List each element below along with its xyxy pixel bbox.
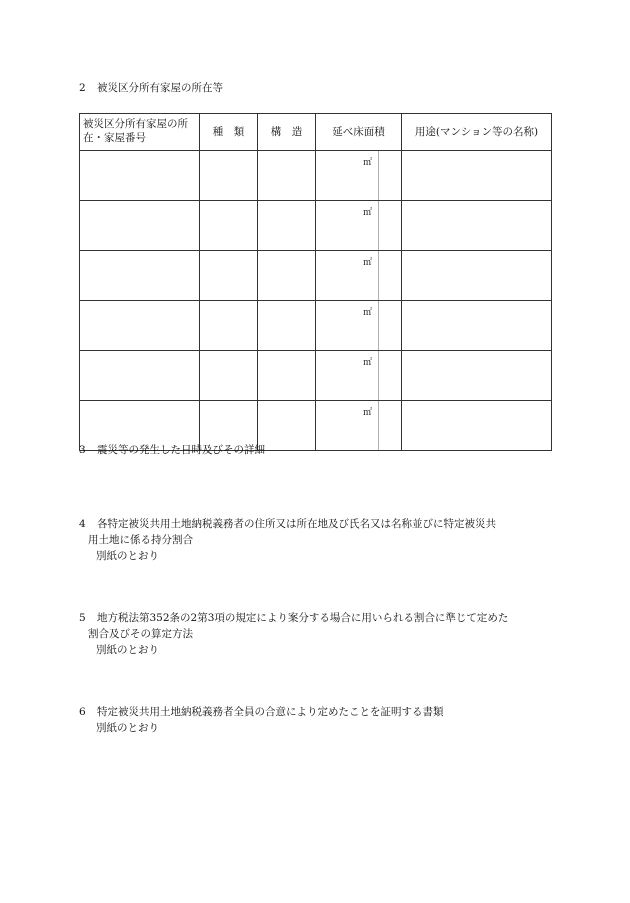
cell-floor-area-decimal[interactable] [379,151,402,201]
section-4 [79,516,496,564]
cell-floor-area[interactable] [316,351,379,401]
cell-floor-area[interactable] [316,251,379,301]
unit-sqm: ㎡ [362,408,372,418]
cell-floor-area[interactable] [316,201,379,251]
cell-floor-area-decimal[interactable] [379,401,402,451]
table-row [80,151,552,201]
cell-kind[interactable] [200,251,258,301]
cell-usage[interactable] [402,251,552,301]
cell-usage[interactable] [402,151,552,201]
cell-usage[interactable] [402,401,552,451]
section-5 [79,610,508,658]
section-3 [79,442,265,458]
cell-usage[interactable] [402,301,552,351]
cell-structure[interactable] [258,351,316,401]
table-row [80,351,552,401]
section-number: 6 [79,706,86,718]
section-text-line1: 各特定被災共用土地納税義務者の住所又は所在地及び氏名又は名称並びに特定被災共 [97,518,496,530]
section-note: 別紙のとおり [96,644,159,656]
cell-structure[interactable] [258,301,316,351]
section-title: 震災等の発生した日時及びその詳細 [97,444,265,456]
cell-floor-area-decimal[interactable] [379,201,402,251]
cell-structure[interactable] [258,201,316,251]
table-header-row [80,114,552,151]
section-title: 被災区分所有家屋の所在等 [97,82,223,94]
unit-sqm: ㎡ [362,308,372,318]
cell-kind[interactable] [200,201,258,251]
cell-structure[interactable] [258,251,316,301]
unit-sqm: ㎡ [362,258,372,268]
header-usage: 用途(マンション等の名称) [402,114,552,151]
cell-floor-area-decimal[interactable] [379,251,402,301]
table-row [80,301,552,351]
header-floor-area: 延べ床面積 [316,114,402,151]
cell-location[interactable] [80,351,200,401]
unit-sqm: ㎡ [362,358,372,368]
section-2-heading [79,80,223,96]
section-text-line2: 割合及びその算定方法 [88,628,193,640]
section-text-line1: 特定被災共用土地納税義務者全員の合意により定めたことを証明する書類 [97,706,444,718]
section-number: 2 [79,82,86,94]
cell-floor-area-decimal[interactable] [379,351,402,401]
property-table [79,113,552,451]
cell-location[interactable] [80,251,200,301]
section-note: 別紙のとおり [96,722,159,734]
table-row [80,251,552,301]
cell-location[interactable] [80,301,200,351]
header-location: 被災区分所有家屋の所在・家屋番号 [80,114,200,151]
header-kind: 種 類 [200,114,258,151]
cell-usage[interactable] [402,201,552,251]
cell-floor-area[interactable] [316,401,379,451]
cell-floor-area[interactable] [316,301,379,351]
cell-kind[interactable] [200,351,258,401]
section-text-line2: 用土地に係る持分割合 [88,534,193,546]
section-number: 4 [79,518,86,530]
cell-kind[interactable] [200,301,258,351]
unit-sqm: ㎡ [362,208,372,218]
header-structure: 構 造 [258,114,316,151]
section-6 [79,704,444,736]
cell-floor-area-decimal[interactable] [379,301,402,351]
section-number: 5 [79,612,86,624]
cell-structure[interactable] [258,401,316,451]
section-text-line1: 地方税法第352条の2第3項の規定により案分する場合に用いられる割合に準じて定めた [97,612,509,624]
cell-usage[interactable] [402,351,552,401]
cell-location[interactable] [80,201,200,251]
cell-floor-area[interactable] [316,151,379,201]
table-row [80,201,552,251]
section-number: 3 [79,444,86,456]
cell-structure[interactable] [258,151,316,201]
cell-kind[interactable] [200,151,258,201]
unit-sqm: ㎡ [362,158,372,168]
cell-location[interactable] [80,151,200,201]
section-note: 別紙のとおり [96,550,159,562]
